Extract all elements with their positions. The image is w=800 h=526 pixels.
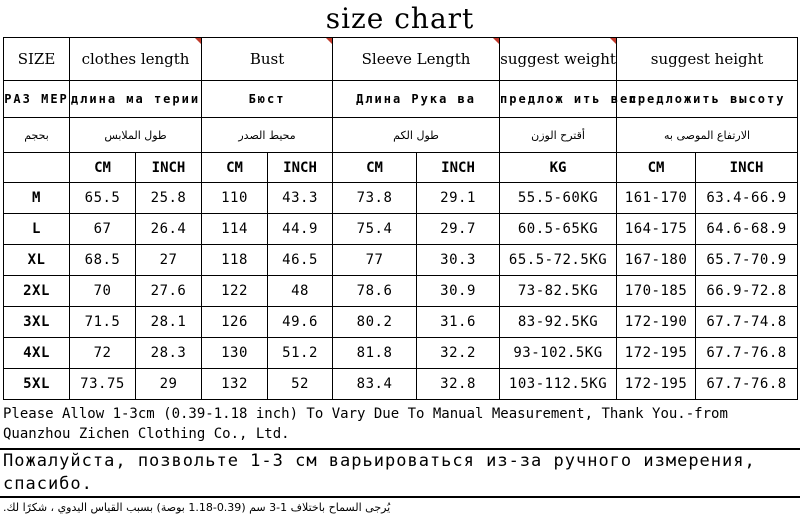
table-row — [4, 245, 798, 276]
size-cell: L — [4, 214, 70, 245]
unit-cell: INCH — [268, 153, 333, 183]
table-cell: 28.1 — [136, 307, 202, 338]
table-cell: 28.3 — [136, 338, 202, 369]
table-cell: 29.1 — [417, 183, 500, 214]
unit-cell: INCH — [696, 153, 798, 183]
table-cell: 73-82.5KG — [500, 276, 617, 307]
table-cell: 64.6-68.9 — [696, 214, 798, 245]
unit-cell: KG — [500, 153, 617, 183]
table-cell: 60.5-65KG — [500, 214, 617, 245]
header-row-arabic — [4, 118, 798, 153]
unit-cell: INCH — [417, 153, 500, 183]
units-row — [4, 153, 798, 183]
header-size: SIZE — [4, 38, 70, 81]
table-cell: 80.2 — [333, 307, 417, 338]
table-cell: 55.5-60KG — [500, 183, 617, 214]
header-sleeve-length-ru: Длина Рука ва — [333, 81, 500, 118]
table-cell: 73.75 — [70, 369, 136, 400]
table-cell: 103-112.5KG — [500, 369, 617, 400]
table-cell: 65.5-72.5KG — [500, 245, 617, 276]
table-cell: 132 — [202, 369, 268, 400]
table-cell: 49.6 — [268, 307, 333, 338]
header-clothes-length: clothes length — [70, 38, 202, 81]
table-cell: 78.6 — [333, 276, 417, 307]
table-cell: 65.5 — [70, 183, 136, 214]
size-cell: M — [4, 183, 70, 214]
table-cell: 167-180 — [617, 245, 696, 276]
unit-blank — [4, 153, 70, 183]
table-cell: 67.7-76.8 — [696, 369, 798, 400]
table-cell: 83.4 — [333, 369, 417, 400]
table-row — [4, 183, 798, 214]
header-suggest-height-ru: предложить высоту — [617, 81, 798, 118]
header-bust: Bust — [202, 38, 333, 81]
table-cell: 52 — [268, 369, 333, 400]
table-row — [4, 369, 798, 400]
table-cell: 81.8 — [333, 338, 417, 369]
table-cell: 161-170 — [617, 183, 696, 214]
size-cell: 5XL — [4, 369, 70, 400]
table-cell: 118 — [202, 245, 268, 276]
table-cell: 72 — [70, 338, 136, 369]
table-cell: 83-92.5KG — [500, 307, 617, 338]
table-cell: 43.3 — [268, 183, 333, 214]
table-cell: 130 — [202, 338, 268, 369]
unit-cell: CM — [70, 153, 136, 183]
table-cell: 172-195 — [617, 338, 696, 369]
table-cell: 30.3 — [417, 245, 500, 276]
size-cell: XL — [4, 245, 70, 276]
table-row — [4, 276, 798, 307]
table-cell: 110 — [202, 183, 268, 214]
page-title: size chart — [325, 2, 475, 35]
header-sleeve-length: Sleeve Length — [333, 38, 500, 81]
table-cell: 32.8 — [417, 369, 500, 400]
size-cell: 2XL — [4, 276, 70, 307]
table-cell: 29 — [136, 369, 202, 400]
header-size-ru: РАЗ МЕР — [4, 81, 70, 118]
measurement-note-arabic: يُرجى السماح باختلاف 1-3 سم (0.39-1.18 بوصة) بسبب القياس اليدوي ، شكرًا لك. — [3, 501, 391, 514]
header-bust-ar: محيط الصدر — [202, 118, 333, 153]
table-cell: 63.4-66.9 — [696, 183, 798, 214]
header-suggest-weight-ar: أقترح الوزن — [500, 118, 617, 153]
header-bust-ru: Бюст — [202, 81, 333, 118]
unit-cell: CM — [333, 153, 417, 183]
table-cell: 29.7 — [417, 214, 500, 245]
table-cell: 73.8 — [333, 183, 417, 214]
table-cell: 122 — [202, 276, 268, 307]
table-row — [4, 338, 798, 369]
measurement-note-russian: Пожалуйста, позвольте 1-3 см варьироваться из-за ручного измерения, спасибо. — [3, 451, 756, 494]
table-cell: 48 — [268, 276, 333, 307]
table-cell: 31.6 — [417, 307, 500, 338]
table-cell: 67 — [70, 214, 136, 245]
header-suggest-height: suggest height — [617, 38, 798, 81]
table-cell: 75.4 — [333, 214, 417, 245]
size-cell: 4XL — [4, 338, 70, 369]
header-suggest-height-ar: الارتفاع الموصى به — [617, 118, 798, 153]
table-cell: 32.2 — [417, 338, 500, 369]
table-cell: 170-185 — [617, 276, 696, 307]
table-cell: 164-175 — [617, 214, 696, 245]
header-sleeve-length-ar: طول الكم — [333, 118, 500, 153]
unit-cell: CM — [202, 153, 268, 183]
size-cell: 3XL — [4, 307, 70, 338]
table-cell: 172-195 — [617, 369, 696, 400]
table-cell: 67.7-74.8 — [696, 307, 798, 338]
table-cell: 46.5 — [268, 245, 333, 276]
table-cell: 77 — [333, 245, 417, 276]
table-cell: 71.5 — [70, 307, 136, 338]
header-clothes-length-ar: طول الملابس — [70, 118, 202, 153]
header-suggest-weight-ru: предлож ить вес — [500, 81, 617, 118]
table-cell: 26.4 — [136, 214, 202, 245]
table-cell: 126 — [202, 307, 268, 338]
table-cell: 93-102.5KG — [500, 338, 617, 369]
table-cell: 51.2 — [268, 338, 333, 369]
table-cell: 27.6 — [136, 276, 202, 307]
unit-cell: INCH — [136, 153, 202, 183]
measurement-note-english: Please Allow 1-3cm (0.39-1.18 inch) To Vary Due To Manual Measurement, Thank You.-from Quanzhou Zichen Clothing Co., Ltd. — [3, 406, 728, 442]
table-cell: 172-190 — [617, 307, 696, 338]
header-size-ar: بحجم — [4, 118, 70, 153]
table-row — [4, 214, 798, 245]
size-chart-table — [3, 37, 798, 400]
unit-cell: CM — [617, 153, 696, 183]
table-cell: 27 — [136, 245, 202, 276]
table-cell: 114 — [202, 214, 268, 245]
table-cell: 65.7-70.9 — [696, 245, 798, 276]
table-cell: 25.8 — [136, 183, 202, 214]
table-cell: 44.9 — [268, 214, 333, 245]
header-row-english — [4, 38, 798, 81]
header-clothes-length-ru: длина ма терии — [70, 81, 202, 118]
header-suggest-weight: suggest weight — [500, 38, 617, 81]
table-cell: 68.5 — [70, 245, 136, 276]
table-cell: 70 — [70, 276, 136, 307]
header-row-russian — [4, 81, 798, 118]
table-cell: 67.7-76.8 — [696, 338, 798, 369]
table-cell: 30.9 — [417, 276, 500, 307]
table-row — [4, 307, 798, 338]
table-cell: 66.9-72.8 — [696, 276, 798, 307]
